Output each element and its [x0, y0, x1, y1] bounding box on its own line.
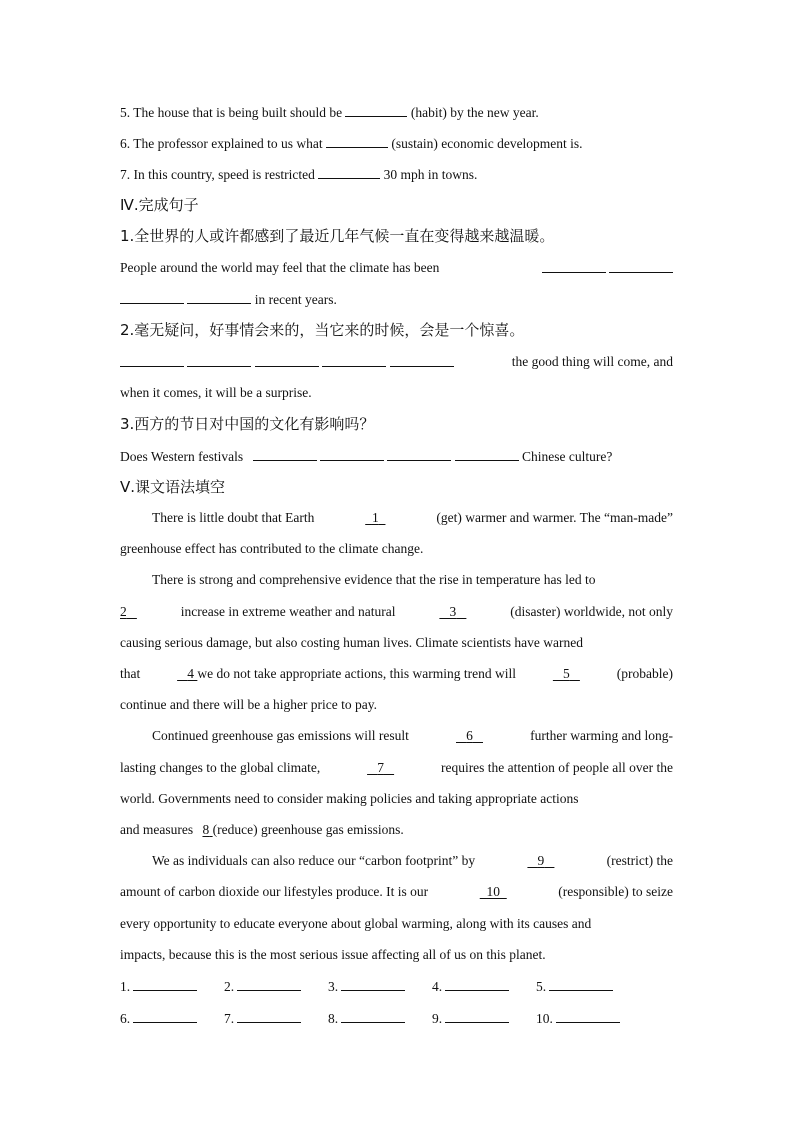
paragraph-4-line-1: We as individuals can also reduce our “carbon footprint” by 9 (restrict) the	[152, 853, 673, 868]
answer-5: 5.	[536, 977, 613, 995]
blank-input[interactable]	[542, 259, 606, 273]
answer-9: 9.	[432, 1009, 509, 1027]
answer-1: 1.	[120, 977, 197, 995]
blank-number-6[interactable]: 6	[466, 728, 473, 743]
answer-10: 10.	[536, 1009, 620, 1027]
paragraph-2-line-2: 2 increase in extreme weather and natural 3 (disaster) worldwide, not only	[120, 604, 673, 619]
answer-3: 3.	[328, 977, 405, 995]
question-5-end: by the new year.	[450, 105, 539, 120]
blank-number-10[interactable]: 10	[486, 884, 500, 899]
blank-input[interactable]	[345, 103, 407, 117]
question-7-end: 30 mph in towns.	[383, 167, 478, 182]
answer-4: 4.	[432, 977, 509, 995]
blank-input[interactable]	[133, 1009, 197, 1023]
blank-input[interactable]	[387, 447, 451, 461]
blank-input[interactable]	[455, 447, 519, 461]
blank-number-8[interactable]: 8	[202, 822, 210, 837]
blank-input[interactable]	[120, 353, 184, 367]
question-7	[120, 165, 673, 184]
question-5-hint: (habit)	[410, 105, 447, 120]
blank-input[interactable]	[187, 353, 251, 367]
question-6-end: economic development is.	[441, 136, 583, 151]
answer-6: 6.	[120, 1009, 197, 1027]
paragraph-1-line-1: There is little doubt that Earth 1 (get) warmer and warmer. The “man-made”	[152, 510, 673, 525]
blank-input[interactable]	[120, 290, 184, 304]
blank-number-5[interactable]: 5	[563, 666, 570, 681]
blank-input[interactable]	[253, 447, 317, 461]
blank-number-7[interactable]: 7	[377, 760, 384, 775]
paragraph-4-line-2: amount of carbon dioxide our lifestyles produce. It is our 10 (responsible) to seize	[120, 884, 673, 899]
section-5-heading: Ⅴ.课文语法填空	[120, 478, 226, 496]
paragraph-2-line-1: There is strong and comprehensive evidence that the rise in temperature has led to	[152, 572, 596, 587]
paragraph-3-line-3: world. Governments need to consider making policies and taking appropriate actions	[120, 791, 579, 806]
paragraph-4-line-3: every opportunity to educate everyone about global warming, along with its causes and	[120, 916, 592, 931]
answer-7: 7.	[224, 1009, 301, 1027]
paragraph-3-line-2: lasting changes to the global climate, 7 requires the attention of people all over the	[120, 760, 673, 775]
blank-input[interactable]	[609, 259, 673, 273]
paragraph-2-line-4: that 4 we do not take appropriate actions, this warming trend will 5 (probable)	[120, 666, 673, 681]
sentence-3-chinese: 3.西方的节日对中国的文化有影响吗？	[120, 415, 375, 433]
paragraph-2-line-3: causing serious damage, but also costing human lives. Climate scientists have warned	[120, 635, 584, 650]
sentence-1-english-line-2: in recent years.	[120, 290, 673, 309]
answer-2: 2.	[224, 977, 301, 995]
blank-input[interactable]	[556, 1009, 620, 1023]
question-5-text: 5. The house that is being built should be	[120, 105, 343, 120]
blank-input[interactable]	[390, 353, 454, 367]
paragraph-4-line-4: impacts, because this is the most serious issue affecting all of us on this planet.	[120, 947, 546, 962]
question-6-hint: (sustain)	[391, 136, 438, 151]
question-7-text: 7. In this country, speed is restricted	[120, 167, 315, 182]
sentence-2-english-line-2: when it comes, it will be a surprise.	[120, 385, 312, 400]
question-6-text: 6. The professor explained to us what	[120, 136, 323, 151]
paragraph-2-line-5: continue and there will be a higher price to pay.	[120, 697, 378, 712]
blank-input[interactable]	[237, 1009, 301, 1023]
sentence-3-english: Does Western festivals Chinese culture?	[120, 449, 613, 464]
sentence-2-chinese: 2.毫无疑问，好事情会来的，当它来的时候，会是一个惊喜。	[120, 321, 525, 339]
paragraph-1-line-2: greenhouse effect has contributed to the climate change.	[120, 541, 424, 556]
blank-input[interactable]	[549, 977, 613, 991]
blank-number-3[interactable]: 3	[449, 604, 457, 619]
section-4-heading: Ⅳ.完成句子	[120, 196, 199, 214]
blank-input[interactable]	[320, 447, 384, 461]
paragraph-3-line-1: Continued greenhouse gas emissions will result 6 further warming and long-	[152, 728, 673, 743]
blank-input[interactable]	[133, 977, 197, 991]
blank-input[interactable]	[322, 353, 386, 367]
blank-input[interactable]	[187, 290, 251, 304]
blank-input[interactable]	[326, 134, 388, 148]
blank-number-1[interactable]: 1	[371, 510, 379, 525]
sentence-1-chinese: 1.全世界的人或许都感到了最近几年气候一直在变得越来越温暖。	[120, 227, 555, 245]
blank-input[interactable]	[341, 977, 405, 991]
blank-input[interactable]	[237, 977, 301, 991]
sentence-2-english-line-1: the good thing will come, and	[120, 353, 673, 372]
answer-8: 8.	[328, 1009, 405, 1027]
paragraph-3-line-4: and measures 8 (reduce) greenhouse gas emissions.	[120, 822, 404, 837]
question-5	[120, 103, 673, 122]
blank-number-9[interactable]: 9	[537, 853, 545, 868]
blank-input[interactable]	[255, 353, 319, 367]
blank-input[interactable]	[341, 1009, 405, 1023]
blank-input[interactable]	[318, 165, 380, 179]
blank-number-2[interactable]: 2	[120, 604, 127, 619]
blank-input[interactable]	[445, 977, 509, 991]
blank-input[interactable]	[445, 1009, 509, 1023]
blank-number-4[interactable]: 4	[187, 666, 194, 681]
sentence-1-english-line-1: People around the world may feel that the climate has been	[120, 259, 673, 278]
question-6	[120, 134, 673, 153]
